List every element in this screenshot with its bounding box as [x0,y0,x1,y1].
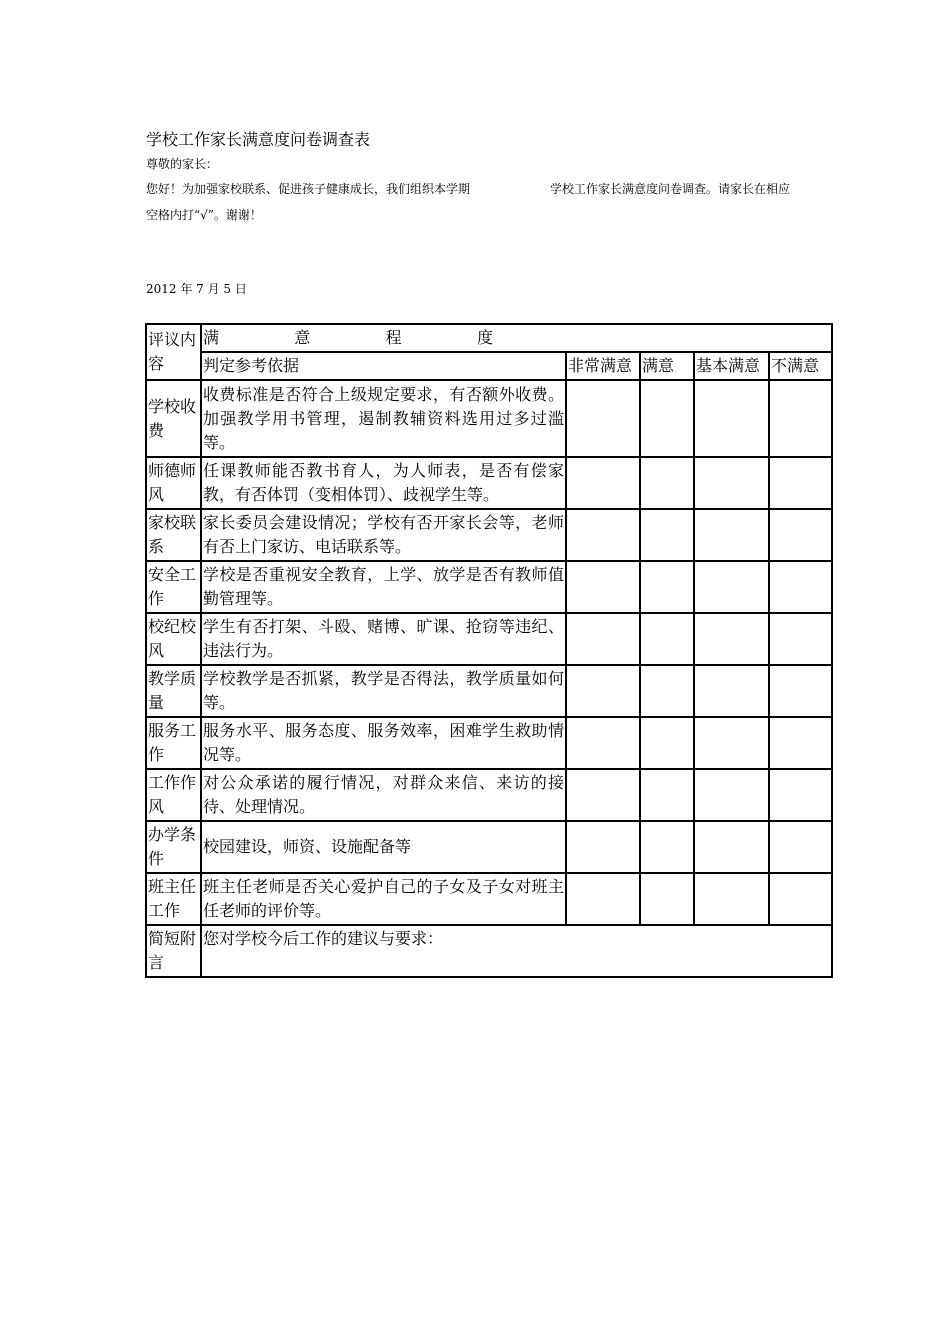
intro-text-part3: 空格内打“√”。谢谢！ [146,208,262,222]
survey-table [145,323,833,978]
rating-cell-very-satisfied[interactable] [566,380,640,457]
rating-cell-very-satisfied[interactable] [566,457,640,509]
document-title: 学校工作家长满意度问卷调查表 [146,130,371,149]
rating-cell-basically-satisfied[interactable] [694,561,769,613]
rating-cell-very-satisfied[interactable] [566,665,640,717]
table-row [146,821,832,873]
header-satisfaction-char: 满 [203,328,220,347]
footer-item: 简短附言 [146,925,201,977]
rating-cell-basically-satisfied[interactable] [694,380,769,457]
row-basis-text: 对公众承诺的履行情况，对群众来信、来访的接待、处理情况。 [201,769,566,821]
header-satisfaction-char: 程 [385,328,402,347]
rating-cell-very-satisfied[interactable] [566,769,640,821]
rating-cell-satisfied[interactable] [640,717,694,769]
rating-cell-very-satisfied[interactable] [566,613,640,665]
header-satisfaction-char: 度 [476,328,493,347]
row-basis-text: 校园建设，师资、设施配备等 [201,821,566,873]
row-evaluation-item: 服务工作 [146,717,201,769]
table-row [146,873,832,925]
footer-row [146,925,832,977]
rating-cell-dissatisfied[interactable] [769,613,832,665]
rating-cell-satisfied[interactable] [640,509,694,561]
intro-text-part1: 您好！为加强家校联系、促进孩子健康成长，我们组织本学期 [146,182,471,196]
rating-cell-dissatisfied[interactable] [769,821,832,873]
rating-cell-satisfied[interactable] [640,769,694,821]
rating-cell-dissatisfied[interactable] [769,380,832,457]
row-evaluation-item: 班主任工作 [146,873,201,925]
row-basis-text: 学生有否打架、斗殴、赌博、旷课、抢窃等违纪、违法行为。 [201,613,566,665]
table-row [146,665,832,717]
rating-cell-basically-satisfied[interactable] [694,665,769,717]
row-basis-text: 任课教师能否教书育人，为人师表，是否有偿家教，有否体罚（变相体罚）、歧视学生等。 [201,457,566,509]
row-evaluation-item: 师德师风 [146,457,201,509]
row-basis-text: 学校是否重视安全教育，上学、放学是否有教师值勤管理等。 [201,561,566,613]
header-basis: 判定参考依据 [201,352,566,380]
rating-cell-satisfied[interactable] [640,873,694,925]
rating-cell-very-satisfied[interactable] [566,561,640,613]
rating-cell-very-satisfied[interactable] [566,873,640,925]
row-basis-text: 学校教学是否抓紧，教学是否得法，教学质量如何等。 [201,665,566,717]
rating-cell-dissatisfied[interactable] [769,561,832,613]
rating-cell-basically-satisfied[interactable] [694,873,769,925]
rating-cell-satisfied[interactable] [640,561,694,613]
table-row [146,769,832,821]
rating-cell-basically-satisfied[interactable] [694,457,769,509]
row-basis-text: 家长委员会建设情况；学校有否开家长会等，老师有否上门家访、电话联系等。 [201,509,566,561]
rating-cell-dissatisfied[interactable] [769,509,832,561]
row-evaluation-item: 办学条件 [146,821,201,873]
rating-cell-satisfied[interactable] [640,821,694,873]
rating-cell-very-satisfied[interactable] [566,717,640,769]
date-line: 2012 年 7 月 5 日 [146,282,247,296]
table-row [146,613,832,665]
table-row [146,380,832,457]
row-basis-text: 班主任老师是否关心爱护自己的子女及子女对班主任老师的评价等。 [201,873,566,925]
greeting: 尊敬的家长： [146,157,219,171]
rating-cell-basically-satisfied[interactable] [694,769,769,821]
rating-cell-basically-satisfied[interactable] [694,613,769,665]
table-row [146,457,832,509]
row-basis-text: 服务水平、服务态度、服务效率，困难学生救助情况等。 [201,717,566,769]
rating-cell-very-satisfied[interactable] [566,821,640,873]
header-level-basically-satisfied: 基本满意 [694,352,769,380]
row-evaluation-item: 工作作风 [146,769,201,821]
rating-cell-satisfied[interactable] [640,380,694,457]
row-evaluation-item: 学校收费 [146,380,201,457]
rating-cell-dissatisfied[interactable] [769,769,832,821]
intro-text-part2: 学校工作家长满意度问卷调查。请家长在相应 [550,182,791,196]
rating-cell-satisfied[interactable] [640,665,694,717]
rating-cell-satisfied[interactable] [640,613,694,665]
rating-cell-dissatisfied[interactable] [769,665,832,717]
rating-cell-very-satisfied[interactable] [566,509,640,561]
rating-cell-dissatisfied[interactable] [769,873,832,925]
comment-field[interactable] [201,925,832,977]
table-row [146,561,832,613]
rating-cell-satisfied[interactable] [640,457,694,509]
row-evaluation-item: 校纪校风 [146,613,201,665]
header-satisfaction-level [201,324,832,352]
survey-table-wrapper [145,323,833,978]
comment-prompt: 您对学校今后工作的建议与要求： [203,929,444,948]
header-level-dissatisfied: 不满意 [769,352,832,380]
table-row [146,717,832,769]
header-satisfaction-char: 意 [294,328,311,347]
row-evaluation-item: 家校联系 [146,509,201,561]
rating-cell-basically-satisfied[interactable] [694,821,769,873]
header-evaluation-item: 评议内容 [146,324,201,380]
row-basis-text: 收费标准是否符合上级规定要求，有否额外收费。加强教学用书管理，遏制教辅资料选用过多过滥等。 [201,380,566,457]
row-evaluation-item: 安全工作 [146,561,201,613]
row-evaluation-item: 教学质量 [146,665,201,717]
header-level-satisfied: 满意 [640,352,694,380]
rating-cell-basically-satisfied[interactable] [694,717,769,769]
rating-cell-basically-satisfied[interactable] [694,509,769,561]
rating-cell-dissatisfied[interactable] [769,717,832,769]
table-row [146,509,832,561]
rating-cell-dissatisfied[interactable] [769,457,832,509]
header-level-very-satisfied: 非常满意 [566,352,640,380]
